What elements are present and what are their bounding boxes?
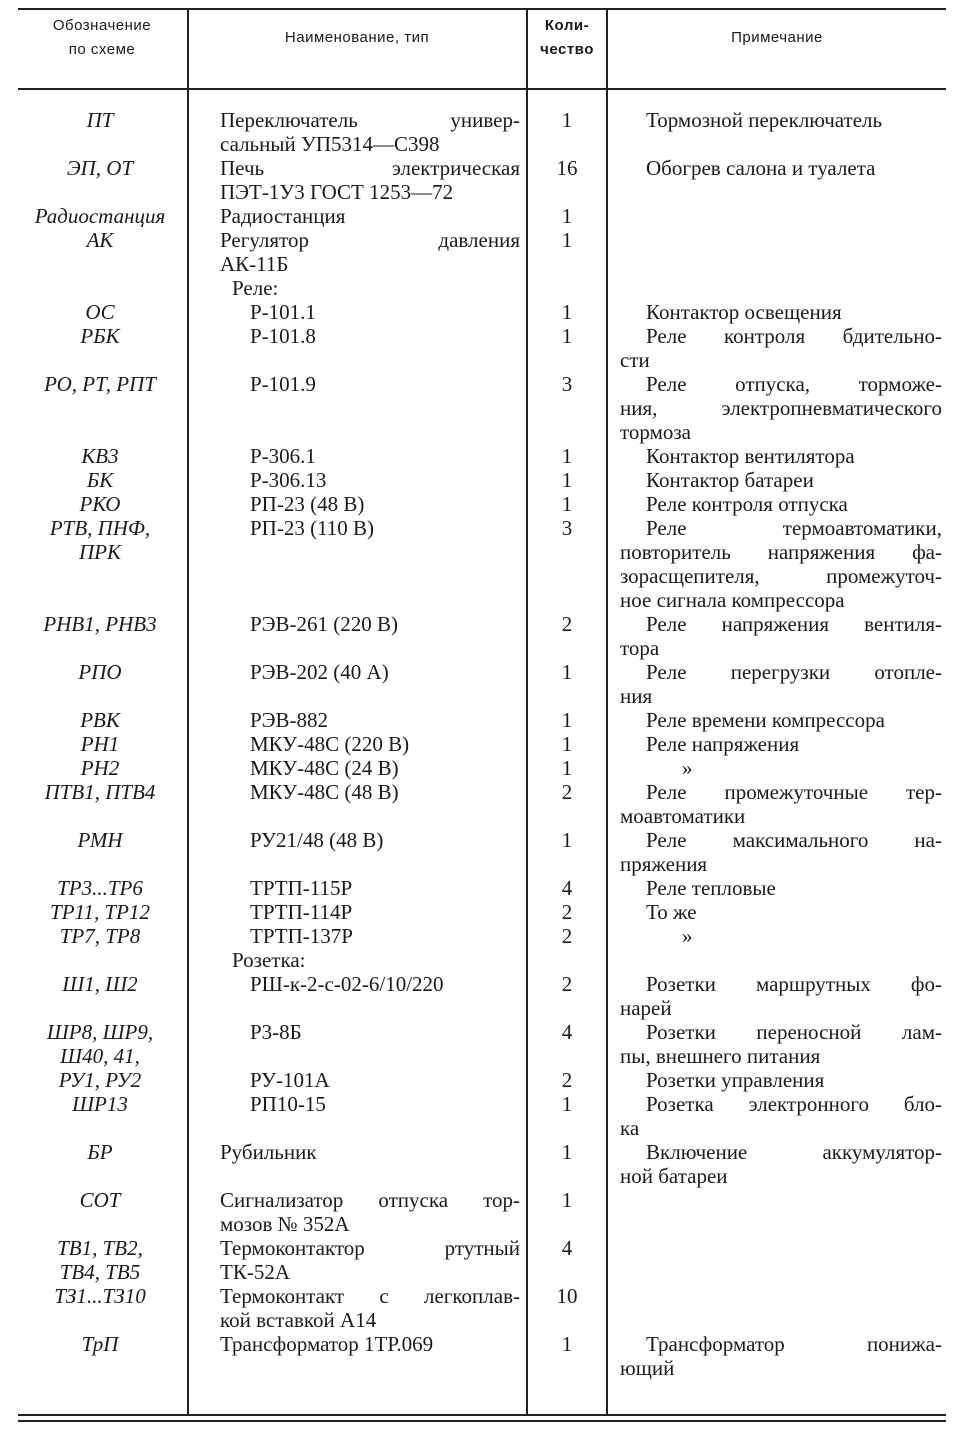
name-cell <box>198 948 520 972</box>
name-cell <box>198 324 520 348</box>
name-text: Реле: <box>232 276 279 300</box>
quantity-text: 4 <box>561 1236 573 1260</box>
note-cell <box>620 1332 942 1380</box>
quantity-text: 1 <box>561 732 573 756</box>
name-text: РЭВ-202 (40 А) <box>250 660 389 684</box>
designation-text: ПТВ1, ПТВ4 <box>44 780 156 804</box>
note-text: Реле перегрузки отопле- <box>646 660 942 684</box>
name-cell <box>198 108 520 156</box>
quantity-text: 1 <box>561 660 573 684</box>
designation-cell <box>18 1284 182 1308</box>
quantity-text: 1 <box>561 1188 573 1212</box>
name-cell <box>198 468 520 492</box>
note-text: То же <box>646 900 697 924</box>
header-name-line: Наименование, тип <box>284 29 430 46</box>
quantity-cell <box>528 972 606 996</box>
name-cell <box>198 1332 520 1356</box>
name-text: Печь электрическая <box>220 156 520 180</box>
header-quantity <box>528 14 606 62</box>
name-cell <box>198 492 520 516</box>
name-cell <box>198 780 520 804</box>
quantity-cell <box>528 708 606 732</box>
note-cell <box>620 972 942 1020</box>
name-cell <box>198 612 520 636</box>
name-text: Термоконтактор ртутный <box>220 1236 520 1260</box>
note-text: ное сигнала компрессора <box>620 588 845 612</box>
name-text: Термоконтакт с легкоплав- <box>220 1284 520 1308</box>
designation-text: ПТ <box>86 108 114 132</box>
note-cell <box>620 732 942 756</box>
quantity-text: 1 <box>561 1332 573 1356</box>
name-text: Р-101.1 <box>250 300 316 324</box>
quantity-text: 2 <box>561 1068 573 1092</box>
name-text: Р-306.1 <box>250 444 316 468</box>
note-cell <box>620 756 942 780</box>
quantity-text: 4 <box>561 876 573 900</box>
quantity-text: 3 <box>561 516 573 540</box>
header-quantity-line: Коли- <box>544 17 590 34</box>
name-text: Розетка: <box>232 948 306 972</box>
bottom-rule-2 <box>18 1420 946 1422</box>
designation-cell <box>18 468 182 492</box>
designation-text: ШР8, ШР9, <box>46 1020 154 1044</box>
designation-text: Радиостанция <box>34 204 166 228</box>
name-text: МКУ-48С (24 В) <box>250 756 399 780</box>
name-cell <box>198 516 520 540</box>
name-text: Переключатель универ- <box>220 108 520 132</box>
name-text: РЭВ-261 (220 В) <box>250 612 399 636</box>
note-text: моавтоматики <box>620 804 746 828</box>
designation-cell <box>18 1332 182 1356</box>
quantity-cell <box>528 204 606 228</box>
designation-text: ТР7, ТР8 <box>59 924 141 948</box>
designation-text: СОТ <box>79 1188 121 1212</box>
note-text: Розетки маршрутных фо- <box>646 972 942 996</box>
note-text: Обогрев салона и туалета <box>646 156 876 180</box>
name-cell <box>198 276 520 300</box>
note-cell <box>620 156 942 180</box>
designation-cell <box>18 900 182 924</box>
note-text: Реле отпуска, торможе- <box>646 372 942 396</box>
note-text: Реле максимального на- <box>646 828 942 852</box>
note-text: Реле промежуточные тер- <box>646 780 942 804</box>
name-text: Сигнализатор отпуска тор- <box>220 1188 520 1212</box>
name-text: Р-306.13 <box>250 468 327 492</box>
note-text: Контактор освещения <box>646 300 842 324</box>
designation-cell <box>18 780 182 804</box>
quantity-cell <box>528 660 606 684</box>
note-text: Реле времени компрессора <box>646 708 885 732</box>
designation-text: РТВ, ПНФ, <box>49 516 151 540</box>
note-text: ка <box>620 1116 640 1140</box>
quantity-cell <box>528 1092 606 1116</box>
quantity-text: 16 <box>556 156 578 180</box>
quantity-text: 1 <box>561 1140 573 1164</box>
name-text: МКУ-48С (48 В) <box>250 780 399 804</box>
quantity-cell <box>528 828 606 852</box>
note-text: ной батареи <box>620 1164 728 1188</box>
quantity-text: 1 <box>561 708 573 732</box>
designation-cell <box>18 372 182 396</box>
note-text: Реле напряжения <box>646 732 800 756</box>
quantity-text: 2 <box>561 972 573 996</box>
note-cell <box>620 516 942 612</box>
name-cell <box>198 1092 520 1116</box>
note-cell <box>620 324 942 372</box>
designation-text: РНВ1, РНВ3 <box>43 612 157 636</box>
note-text: Розетки управления <box>646 1068 825 1092</box>
designation-text: РО, РТ, РПТ <box>44 372 156 396</box>
quantity-text: 2 <box>561 612 573 636</box>
designation-cell <box>18 660 182 684</box>
designation-text: ПРК <box>79 540 121 564</box>
header-note-line: Примечание <box>731 29 823 46</box>
top-rule <box>18 8 946 10</box>
note-cell <box>620 900 942 924</box>
note-cell <box>620 708 942 732</box>
name-cell <box>198 372 520 396</box>
name-text: ТК-52А <box>220 1260 290 1284</box>
quantity-cell <box>528 108 606 132</box>
note-cell <box>620 468 942 492</box>
name-text: ТРТП-115Р <box>250 876 353 900</box>
note-cell <box>620 300 942 324</box>
note-cell <box>620 1092 942 1140</box>
header-name <box>189 26 525 50</box>
designation-cell <box>18 1092 182 1116</box>
quantity-text: 1 <box>561 204 573 228</box>
name-cell <box>198 444 520 468</box>
note-text: Розетка электронного бло- <box>646 1092 942 1116</box>
bottom-rule-1 <box>18 1414 946 1416</box>
quantity-cell <box>528 1332 606 1356</box>
designation-text: Ш40, 41, <box>60 1044 140 1068</box>
quantity-cell <box>528 300 606 324</box>
designation-cell <box>18 1140 182 1164</box>
note-text: Включение аккумулятор- <box>646 1140 942 1164</box>
name-cell <box>198 228 520 276</box>
note-text: зорасщепителя, промежуточ- <box>620 564 942 588</box>
name-cell <box>198 1020 520 1044</box>
designation-cell <box>18 972 182 996</box>
header-designation-line: по схеме <box>68 41 136 58</box>
note-text: Розетки переносной лам- <box>646 1020 942 1044</box>
designation-text: РПО <box>78 660 122 684</box>
designation-cell <box>18 228 182 252</box>
designation-text: РБК <box>80 324 120 348</box>
designation-cell <box>18 1188 182 1212</box>
name-text: РШ-к-2-с-02-6/10/220 <box>250 972 444 996</box>
name-text: ПЭТ-1У3 ГОСТ 1253—72 <box>220 180 454 204</box>
note-text: » <box>682 924 693 948</box>
header-note <box>608 26 946 50</box>
quantity-text: 2 <box>561 924 573 948</box>
designation-text: ТрП <box>81 1332 119 1356</box>
designation-text: Ш1, Ш2 <box>62 972 138 996</box>
designation-text: РУ1, РУ2 <box>58 1068 142 1092</box>
note-text: ния <box>620 684 653 708</box>
name-text: мозов № 352А <box>220 1212 350 1236</box>
name-cell <box>198 1140 520 1164</box>
note-cell <box>620 1020 942 1068</box>
name-text: РП-23 (110 В) <box>250 516 375 540</box>
note-text: пы, внешнего питания <box>620 1044 821 1068</box>
quantity-text: 1 <box>561 228 573 252</box>
quantity-cell <box>528 468 606 492</box>
quantity-cell <box>528 900 606 924</box>
name-cell <box>198 1236 520 1284</box>
column-rule-1 <box>187 8 189 1414</box>
note-text: ющий <box>620 1356 675 1380</box>
name-cell <box>198 1068 520 1092</box>
name-cell <box>198 756 520 780</box>
designation-cell <box>18 324 182 348</box>
quantity-cell <box>528 156 606 180</box>
note-cell <box>620 828 942 876</box>
quantity-cell <box>528 324 606 348</box>
name-text: ТРТП-137Р <box>250 924 353 948</box>
designation-cell <box>18 828 182 852</box>
name-text: сальный УП5314—С398 <box>220 132 440 156</box>
name-text: Рубильник <box>220 1140 317 1164</box>
designation-text: РН1 <box>80 732 120 756</box>
quantity-text: 1 <box>561 756 573 780</box>
header-rule <box>18 88 946 90</box>
designation-text: БК <box>86 468 114 492</box>
quantity-cell <box>528 1188 606 1212</box>
note-cell <box>620 492 942 516</box>
note-text: Реле напряжения вентиля- <box>646 612 942 636</box>
note-cell <box>620 1068 942 1092</box>
note-text: пряжения <box>620 852 708 876</box>
name-cell <box>198 1284 520 1332</box>
quantity-cell <box>528 876 606 900</box>
header-quantity-line: чество <box>540 41 594 58</box>
designation-cell <box>18 516 182 564</box>
name-cell <box>198 156 520 204</box>
quantity-text: 1 <box>561 1092 573 1116</box>
quantity-text: 10 <box>556 1284 578 1308</box>
quantity-cell <box>528 228 606 252</box>
note-cell <box>620 660 942 708</box>
note-text: Тормозной переключатель <box>646 108 883 132</box>
name-text: Трансформатор 1ТР.069 <box>220 1332 434 1356</box>
name-cell <box>198 732 520 756</box>
designation-cell <box>18 444 182 468</box>
designation-cell <box>18 300 182 324</box>
designation-cell <box>18 1020 182 1068</box>
note-cell <box>620 372 942 444</box>
designation-text: ОС <box>85 300 115 324</box>
quantity-text: 1 <box>561 444 573 468</box>
name-cell <box>198 204 520 228</box>
note-text: нарей <box>620 996 672 1020</box>
name-text: ТРТП-114Р <box>250 900 353 924</box>
quantity-cell <box>528 612 606 636</box>
quantity-cell <box>528 492 606 516</box>
quantity-text: 1 <box>561 324 573 348</box>
quantity-cell <box>528 756 606 780</box>
name-cell <box>198 924 520 948</box>
designation-text: ШР13 <box>72 1092 128 1116</box>
note-cell <box>620 444 942 468</box>
designation-cell <box>18 708 182 732</box>
quantity-text: 1 <box>561 468 573 492</box>
designation-text: ТВ1, ТВ2, <box>57 1236 143 1260</box>
designation-text: ТР11, ТР12 <box>50 900 150 924</box>
name-cell <box>198 300 520 324</box>
designation-cell <box>18 156 182 180</box>
name-cell <box>198 900 520 924</box>
note-text: Реле тепловые <box>646 876 776 900</box>
name-cell <box>198 708 520 732</box>
quantity-cell <box>528 1140 606 1164</box>
quantity-text: 2 <box>561 900 573 924</box>
note-text: » <box>682 756 693 780</box>
quantity-cell <box>528 516 606 540</box>
note-text: Реле контроля бдительно- <box>646 324 942 348</box>
note-cell <box>620 924 942 948</box>
quantity-cell <box>528 924 606 948</box>
designation-text: ТВ4, ТВ5 <box>59 1260 141 1284</box>
quantity-cell <box>528 444 606 468</box>
designation-text: АК <box>86 228 114 252</box>
note-text: ния, электропневматического <box>620 396 942 420</box>
name-text: РЭВ-882 <box>250 708 329 732</box>
designation-cell <box>18 1236 182 1284</box>
name-text: РП-23 (48 В) <box>250 492 365 516</box>
designation-cell <box>18 876 182 900</box>
note-cell <box>620 1140 942 1188</box>
header-designation-line: Обозначение <box>52 17 152 34</box>
note-text: Трансформатор понижа- <box>646 1332 942 1356</box>
designation-text: РМН <box>77 828 123 852</box>
quantity-text: 1 <box>561 828 573 852</box>
designation-text: РВК <box>80 708 120 732</box>
quantity-cell <box>528 1068 606 1092</box>
quantity-cell <box>528 780 606 804</box>
quantity-text: 4 <box>561 1020 573 1044</box>
name-text: Р-101.9 <box>250 372 316 396</box>
designation-text: РКО <box>79 492 121 516</box>
quantity-cell <box>528 1284 606 1308</box>
name-cell <box>198 660 520 684</box>
designation-text: БР <box>87 1140 113 1164</box>
designation-cell <box>18 492 182 516</box>
designation-text: ЭП, ОТ <box>66 156 134 180</box>
note-text: Реле контроля отпуска <box>646 492 848 516</box>
note-text: тормоза <box>620 420 691 444</box>
name-text: РУ-101А <box>250 1068 330 1092</box>
designation-cell <box>18 1068 182 1092</box>
note-cell <box>620 108 942 132</box>
designation-cell <box>18 612 182 636</box>
quantity-text: 1 <box>561 300 573 324</box>
quantity-text: 3 <box>561 372 573 396</box>
column-rule-3 <box>606 8 608 1414</box>
note-cell <box>620 876 942 900</box>
note-text: Контактор батареи <box>646 468 814 492</box>
quantity-cell <box>528 1236 606 1260</box>
note-text: Реле термоавтоматики, <box>646 516 942 540</box>
name-text: кой вставкой А14 <box>220 1308 377 1332</box>
quantity-text: 2 <box>561 780 573 804</box>
name-cell <box>198 972 520 996</box>
quantity-cell <box>528 732 606 756</box>
designation-cell <box>18 732 182 756</box>
name-text: Регулятор давления <box>220 228 520 252</box>
name-text: АК-11Б <box>220 252 289 276</box>
quantity-cell <box>528 1020 606 1044</box>
designation-cell <box>18 756 182 780</box>
name-text: РП10-15 <box>250 1092 326 1116</box>
quantity-text: 1 <box>561 492 573 516</box>
name-cell <box>198 828 520 852</box>
name-cell <box>198 1188 520 1236</box>
designation-text: ТЗ1...ТЗ10 <box>54 1284 146 1308</box>
designation-text: РН2 <box>80 756 120 780</box>
quantity-text: 1 <box>561 108 573 132</box>
header-designation <box>18 14 186 62</box>
name-cell <box>198 876 520 900</box>
note-text: Контактор вентилятора <box>646 444 855 468</box>
note-text: повторитель напряжения фа- <box>620 540 942 564</box>
designation-cell <box>18 204 182 228</box>
designation-cell <box>18 108 182 132</box>
note-cell <box>620 612 942 660</box>
designation-text: КВ3 <box>81 444 119 468</box>
note-text: тора <box>620 636 660 660</box>
note-text: сти <box>620 348 650 372</box>
note-cell <box>620 780 942 828</box>
designation-text: ТР3...ТР6 <box>57 876 143 900</box>
name-text: РУ21/48 (48 В) <box>250 828 384 852</box>
designation-cell <box>18 924 182 948</box>
name-text: МКУ-48С (220 В) <box>250 732 410 756</box>
name-text: Радиостанция <box>220 204 346 228</box>
name-text: Р-101.8 <box>250 324 316 348</box>
quantity-cell <box>528 372 606 396</box>
name-text: Р3-8Б <box>250 1020 302 1044</box>
